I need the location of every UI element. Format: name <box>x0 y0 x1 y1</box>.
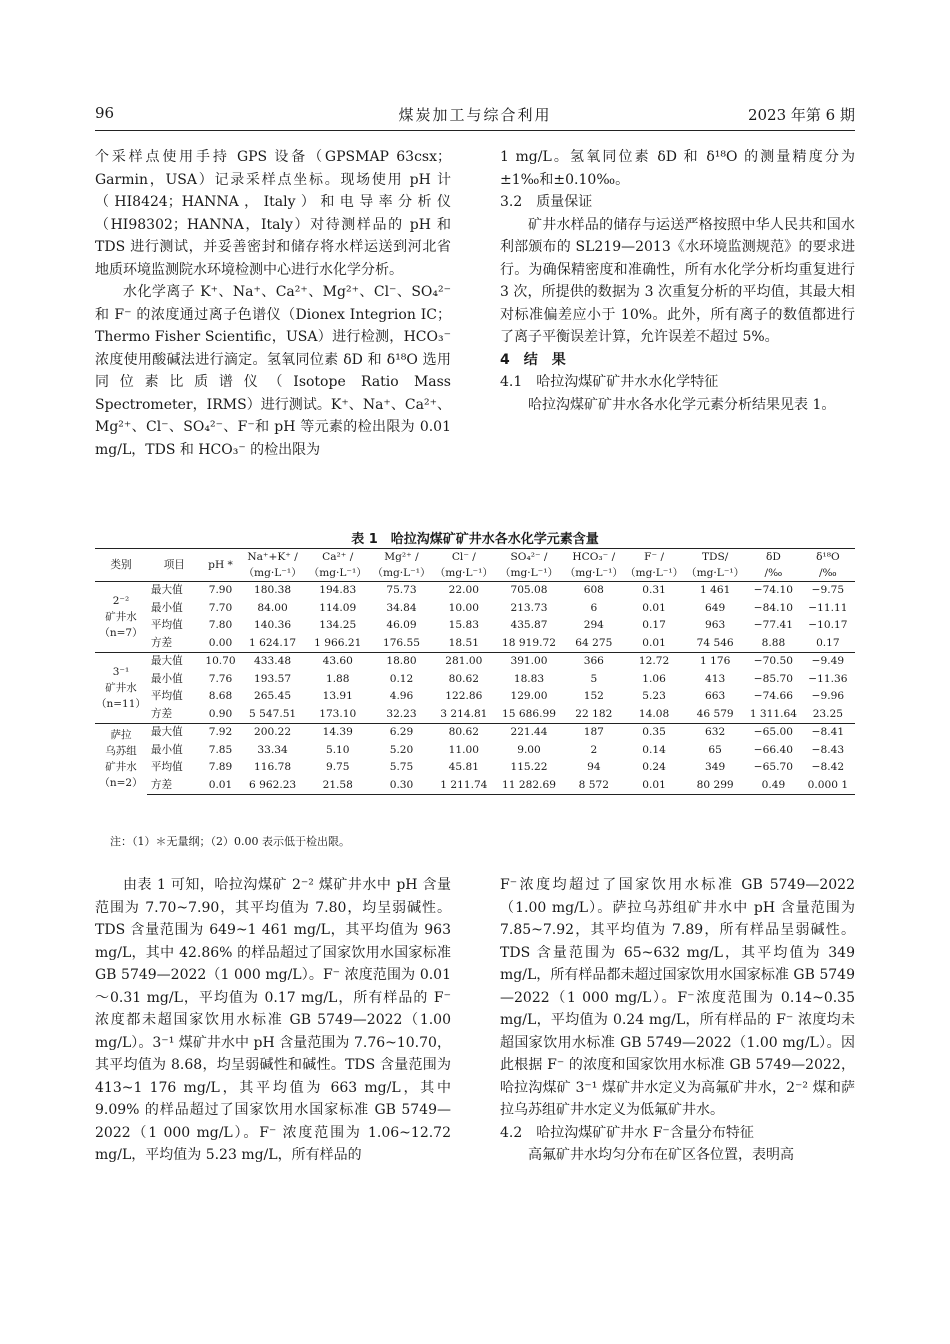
table-cell: −9.49 <box>801 653 855 671</box>
table-cell: 84.00 <box>257 601 288 614</box>
item-label: 方差 <box>147 777 202 795</box>
table-cell: 608 <box>564 582 624 600</box>
page-number: 96 <box>95 104 115 122</box>
table-cell: 7.89 <box>208 761 233 773</box>
table-row <box>95 582 855 600</box>
table-cell: 5 <box>590 672 598 685</box>
table-cell: 114.09 <box>319 601 357 614</box>
table-cell: −11.11 <box>808 601 848 614</box>
table-cell: 46 579 <box>696 707 734 720</box>
table-body <box>95 582 855 795</box>
right-column-bottom <box>500 874 855 1167</box>
table-cell: −8.41 <box>801 724 855 742</box>
table-cell: 0.24 <box>642 761 666 773</box>
item-label: 最小值 <box>150 672 183 685</box>
category-line: （n=2） <box>99 777 143 790</box>
table-cell: 0.49 <box>746 777 801 795</box>
item-label: 最大值 <box>147 582 202 600</box>
table-cell: 10.70 <box>202 653 240 671</box>
table-cell: 7.90 <box>202 582 240 600</box>
table-cell: 349 <box>705 761 726 773</box>
table-cell: 8.88 <box>761 636 786 649</box>
category-line: （n=7） <box>99 627 143 639</box>
table-cell: 5 547.51 <box>249 707 297 720</box>
table-cell: −10.17 <box>808 619 848 631</box>
category-line: 3⁻¹ <box>112 666 130 678</box>
table-cell: 116.78 <box>254 761 292 773</box>
table-cell: 963 <box>705 619 726 631</box>
category-line: （n=11） <box>96 698 146 710</box>
header-item: 项目 <box>147 549 202 582</box>
table-cell: 0.90 <box>208 707 233 720</box>
header-unit: （mg·L⁻¹） <box>494 565 563 582</box>
item-label: 最大值 <box>147 653 202 671</box>
table-cell: 281.00 <box>433 653 494 671</box>
table-cell: 9.00 <box>517 743 541 756</box>
table-cell: 7.80 <box>208 619 233 631</box>
section-heading-4: 4 结 果 <box>500 351 566 368</box>
table-cell: 5.75 <box>389 761 414 773</box>
item-label: 最大值 <box>147 724 202 742</box>
table-cell: 0.01 <box>642 636 666 649</box>
table-cell: −9.75 <box>801 582 855 600</box>
header-cl: Cl⁻ / <box>433 549 494 566</box>
header-f: F⁻ / <box>624 549 684 566</box>
header-mg: Mg²⁺ / <box>370 549 434 566</box>
header-ca: Ca²⁺ / <box>306 549 370 566</box>
category-cell <box>95 724 147 795</box>
table-cell: 21.58 <box>306 777 370 795</box>
table-cell: 1 211.74 <box>433 777 494 795</box>
table-cell: 129.00 <box>510 690 548 702</box>
table-cell: −9.96 <box>811 690 845 702</box>
table-cell: 1.88 <box>325 672 350 685</box>
category-line: 乌苏组 <box>105 745 137 758</box>
header-unit: （mg·L⁻¹） <box>306 565 370 582</box>
table-cell: 6.29 <box>370 724 434 742</box>
table-cell: 1 624.17 <box>249 636 297 649</box>
table-row <box>95 724 855 742</box>
item-label: 最小值 <box>150 601 183 614</box>
paragraph: 个采样点使用手持 GPS 设备（GPSMAP 63csx；Garmin，USA）记录采样点坐标。现场使用 pH 计（HI8424；HANNA，Italy）和电导率分析仪（HI98302；HANNA，Italy）对待测样品的 pH 和 TDS 进行测试，并妥善密封和储存将水样运送到河北省地质环境监测院水环境检测中心进行水化学分析。 <box>95 149 451 278</box>
table-row <box>95 706 855 724</box>
table-cell: 46.09 <box>386 619 417 631</box>
table-cell: −66.40 <box>753 743 794 756</box>
table-cell: 0.17 <box>642 619 666 631</box>
table-cell: 5.20 <box>389 743 414 756</box>
table-cell: 18.51 <box>448 636 479 649</box>
header-category: 类别 <box>95 549 147 582</box>
table-cell: 74 546 <box>696 636 734 649</box>
table-cell: 2 <box>590 743 598 756</box>
table-cell: 3 214.81 <box>440 707 488 720</box>
section-heading-3-2: 3.2 质量保证 <box>500 194 593 210</box>
table-cell: 200.22 <box>239 724 306 742</box>
table-cell: 6 <box>590 601 598 614</box>
table-cell: 0.30 <box>370 777 434 795</box>
table-cell: −8.42 <box>811 761 845 773</box>
table-cell: 0.17 <box>816 636 840 649</box>
table-cell: 64 275 <box>575 636 613 649</box>
header-hco3: HCO₃⁻ / <box>564 549 624 566</box>
table-cell: 18.80 <box>370 653 434 671</box>
table-cell: 8 572 <box>564 777 624 795</box>
table-cell: 22.00 <box>433 582 494 600</box>
table-cell: 705.08 <box>494 582 563 600</box>
header-na-k: Na⁺+K⁺ / <box>239 549 306 566</box>
table-cell: 15 686.99 <box>502 707 556 720</box>
table-cell: 6 962.23 <box>239 777 306 795</box>
table-row <box>95 600 855 618</box>
table-cell: 1 311.64 <box>749 707 797 720</box>
table-cell: −65.00 <box>746 724 801 742</box>
table-cell: 0.14 <box>642 743 666 756</box>
table-note: 注：（1）＊无量纲；（2）0.00 表示低于检出限。 <box>110 835 350 848</box>
table-cell: 7.92 <box>202 724 240 742</box>
category-line: 2⁻² <box>112 595 130 607</box>
table-cell: 80.62 <box>448 672 479 685</box>
category-line: 矿井水 <box>105 682 137 694</box>
table-cell: 18.83 <box>513 672 545 685</box>
table-cell: −77.41 <box>753 619 794 631</box>
table-cell: −74.66 <box>753 690 794 702</box>
header-unit: （mg·L⁻¹） <box>433 565 494 582</box>
table-cell: 122.86 <box>445 690 483 702</box>
table-cell: 435.87 <box>510 619 548 631</box>
paragraph: 水化学离子 K⁺、Na⁺、Ca²⁺、Mg²⁺、Cl⁻、SO₄²⁻ 和 F⁻ 的浓度通过离子色谱仪（Dionex Integrion IC；Thermo Fisher Scientific，USA）进行检测，HCO₃⁻ 浓度使用酸碱法进行滴定。氢氧同位素 δD 和 δ¹⁸O 选用同位素比质谱仪（Isotope Ratio Mass Spectrometer，IRMS）进行测试。K⁺、Na⁺、Ca²⁺、Mg²⁺、Cl⁻、SO₄²⁻、F⁻和 pH 等元素的检出限为 0.01 mg/L，TDS 和 HCO₃⁻ 的检出限为 <box>95 284 451 458</box>
table-cell: 8.68 <box>208 690 233 702</box>
table-cell: 33.34 <box>257 743 288 756</box>
table-cell: 13.91 <box>322 690 353 702</box>
data-table <box>95 548 855 795</box>
table-cell: 0.01 <box>624 777 684 795</box>
table-cell: 12.72 <box>624 653 684 671</box>
table-cell: 115.22 <box>510 761 548 773</box>
header-unit: （mg·L⁻¹） <box>624 565 684 582</box>
table-row <box>95 617 855 635</box>
left-column-bottom <box>95 874 451 1167</box>
page-header <box>95 100 855 126</box>
item-label: 平均值 <box>150 619 183 631</box>
paragraph: 1 mg/L。氢氧同位素 δD 和 δ¹⁸O 的测量精度分为 ±1‰和±0.10‰。 <box>500 149 855 188</box>
table-cell: 187 <box>564 724 624 742</box>
table-cell: 80 299 <box>684 777 746 795</box>
category-cell <box>95 653 147 724</box>
item-label: 平均值 <box>150 761 183 773</box>
table-cell: 45.81 <box>448 761 479 773</box>
item-label: 方差 <box>150 707 173 720</box>
header-unit: （mg·L⁻¹） <box>370 565 434 582</box>
table-cell: 5.23 <box>642 690 666 702</box>
table-cell: 9.75 <box>325 761 350 773</box>
table-cell: 80.62 <box>433 724 494 742</box>
table-cell: 221.44 <box>494 724 563 742</box>
table-cell: 0.31 <box>624 582 684 600</box>
table-cell: 1 176 <box>684 653 746 671</box>
category-line: 矿井水 <box>105 611 137 623</box>
table-cell: 663 <box>705 690 726 702</box>
table-cell: 15.83 <box>448 619 479 631</box>
table-cell: 180.38 <box>239 582 306 600</box>
table-cell: 632 <box>684 724 746 742</box>
table-cell: −84.10 <box>753 601 794 614</box>
table-cell: 75.73 <box>370 582 434 600</box>
table-cell: 18 919.72 <box>502 636 556 649</box>
paragraph: 矿井水样品的储存与运送严格按照中华人民共和国水利部颁布的 SL219—2013《水环境监测规范》的要求进行。为确保精密度和准确性，所有水化学分析均重复进行 3 次，所提供的数据为 3 次重复分析的平均值，其最大相对标准偏差应小于 10%。此外，所有离子的数值都进行了离子平衡误差计算，允许误差不超过 5%。 <box>500 216 855 345</box>
header-unit: （mg·L⁻¹） <box>684 565 746 582</box>
table-cell: 265.45 <box>254 690 292 702</box>
table-cell: 4.96 <box>389 690 414 702</box>
table-row <box>95 653 855 671</box>
table-cell: 413 <box>705 672 726 685</box>
table-cell: 176.55 <box>382 636 421 649</box>
header-tds: TDS/ <box>684 549 746 566</box>
table-cell: 366 <box>564 653 624 671</box>
table-cell: 0.35 <box>624 724 684 742</box>
table-cell: 294 <box>583 619 604 631</box>
table-cell: 0.01 <box>202 777 240 795</box>
table-row <box>95 742 855 760</box>
table-cell: 7.70 <box>208 601 233 614</box>
table-cell: 193.57 <box>254 672 292 685</box>
table-cell: 43.60 <box>306 653 370 671</box>
table-cell: −8.43 <box>811 743 845 756</box>
right-column-top <box>500 146 855 416</box>
table-cell: −11.36 <box>808 672 848 685</box>
table-row <box>95 777 855 795</box>
table-cell: −65.70 <box>753 761 794 773</box>
left-column-top <box>95 146 451 461</box>
table-cell: 649 <box>705 601 726 614</box>
table-cell: 152 <box>583 690 604 702</box>
table-cell: 1 966.21 <box>314 636 362 649</box>
paragraph: 高氟矿井水均匀分布在矿区各位置，表明高 <box>528 1147 794 1163</box>
header-so4: SO₄²⁻ / <box>494 549 563 566</box>
table-cell: 14.39 <box>306 724 370 742</box>
table-cell: 14.08 <box>638 707 670 720</box>
table-cell: 0.000 1 <box>801 777 855 795</box>
header-unit: /‰ <box>746 565 801 582</box>
table-cell: 391.00 <box>494 653 563 671</box>
table-cell: 1.06 <box>642 672 666 685</box>
paragraph: 由表 1 可知，哈拉沟煤矿 2⁻² 煤矿井水中 pH 含量范围为 7.70~7.90，其平均值为 7.80，均呈弱碱性。TDS 含量范围为 649~1 461 mg/L，其平均值为 963 mg/L，其中 42.86% 的样品超过了国家饮用水国家标准 GB 5749—2022（1 000 mg/L）。F⁻ 浓度范围为 0.01～0.31 mg/L，平均值为 0.17 mg/L，所有样品的 F⁻ 浓度都未超国家饮用水标准 GB 5749—2022（1.00 mg/L）。3⁻¹ 煤矿井水中 pH 含量范围为 7.76~10.70，其平均值为 8.68，均呈弱碱性和碱性。TDS 含量范围为 413~1 176 mg/L，其平均值为 663 mg/L，其中 9.09% 的样品超过了国家饮用水国家标准 GB 5749—2022（1 000 mg/L）。F⁻ 浓度范围为 1.06~12.72 mg/L，平均值为 5.23 mg/L，所有样品的 <box>95 877 451 1163</box>
table-cell: 194.83 <box>306 582 370 600</box>
table-cell: 22 182 <box>575 707 613 720</box>
table-caption: 表 1 哈拉沟煤矿矿井水各水化学元素含量 <box>351 532 599 547</box>
paragraph: 哈拉沟煤矿矿井水各水化学元素分析结果见表 1。 <box>528 396 836 413</box>
table-row <box>95 671 855 689</box>
header-unit: （mg·L⁻¹） <box>239 565 306 582</box>
header-unit: （mg·L⁻¹） <box>564 565 624 582</box>
table-cell: 134.25 <box>319 619 357 631</box>
header-delta-18o: δ¹⁸O <box>801 549 855 566</box>
table-cell: 34.84 <box>386 601 417 614</box>
table-cell: 94 <box>587 761 601 773</box>
table-cell: 7.85 <box>208 743 233 756</box>
category-cell <box>95 582 147 653</box>
table-cell: 140.36 <box>254 619 292 631</box>
header-ph: pH * <box>202 549 240 582</box>
header-rule <box>95 130 855 131</box>
table-cell: 32.23 <box>386 707 417 720</box>
table-cell: 0.01 <box>642 601 666 614</box>
table-cell: 65 <box>708 743 722 756</box>
table-cell: 173.10 <box>319 707 357 720</box>
table-row <box>95 635 855 653</box>
table-cell: −70.50 <box>746 653 801 671</box>
table-cell: 23.25 <box>812 707 844 720</box>
table-cell: 10.00 <box>448 601 479 614</box>
section-heading-4-1: 4.1 哈拉沟煤矿矿井水水化学特征 <box>500 374 719 390</box>
table-cell: 0.00 <box>208 636 233 649</box>
table-row <box>95 759 855 777</box>
header-unit: /‰ <box>801 565 855 582</box>
header-delta-d: δD <box>746 549 801 566</box>
table-cell: 7.76 <box>208 672 233 685</box>
table-cell: 11 282.69 <box>494 777 563 795</box>
section-heading-4-2: 4.2 哈拉沟煤矿矿井水 F⁻含量分布特征 <box>500 1124 754 1141</box>
journal-title: 煤炭加工与综合利用 <box>398 106 552 124</box>
category-line: 萨拉 <box>110 729 132 742</box>
item-label: 最小值 <box>150 743 183 756</box>
item-label: 方差 <box>150 636 173 649</box>
category-line: 矿井水 <box>105 761 137 774</box>
table-cell: 1 461 <box>684 582 746 600</box>
table-row <box>95 688 855 706</box>
table-cell: −85.70 <box>753 672 794 685</box>
table-cell: 0.12 <box>389 672 414 685</box>
table-cell: 213.73 <box>510 601 548 614</box>
paragraph: F⁻浓度均超过了国家饮用水标准 GB 5749—2022（1.00 mg/L）。萨拉乌苏组矿井水中 pH 含量范围为 7.85~7.92，其平均值为 7.89，所有样品呈弱碱性。TDS 含量范围为 65~632 mg/L，其平均值为 349 mg/L，所有样品都未超过国家饮用水国家标准 GB 5749—2022（1 000 mg/L）。F⁻浓度范围为 0.14~0.35 mg/L，平均值为 0.24 mg/L，所有样品的 F⁻ 浓度均未超国家饮用水标准 GB 5749—2022（1.00 mg/L）。因此根据 F⁻ 的浓度和国家饮用水标准 GB 5749—2022，哈拉沟煤矿 3⁻¹ 煤矿井水定义为高氟矿井水，2⁻² 煤和萨拉乌苏组矿井水定义为低氟矿井水。 <box>500 877 855 1118</box>
table-cell: 5.10 <box>325 743 350 756</box>
issue-label: 2023 年第 6 期 <box>747 106 855 124</box>
table-cell: −74.10 <box>746 582 801 600</box>
item-label: 平均值 <box>150 690 183 702</box>
table-cell: 433.48 <box>239 653 306 671</box>
table-cell: 11.00 <box>448 743 479 756</box>
